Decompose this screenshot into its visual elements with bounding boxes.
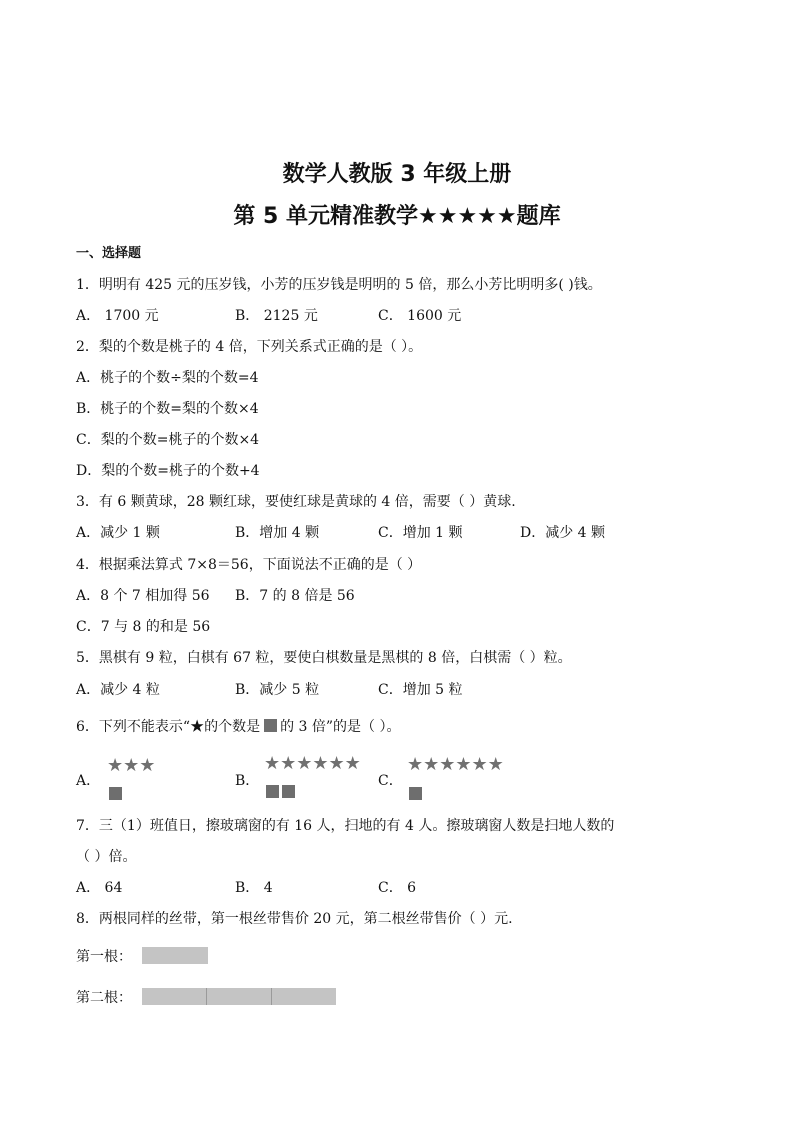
question-4-option-b: B．7 的 8 倍是 56 <box>235 588 355 604</box>
question-6-stem <box>76 717 401 737</box>
document-subtitle: 第 5 单元精准教学★★★★★题库 <box>233 204 561 229</box>
question-7-stem: 7．三（1）班值日，擦玻璃窗的有 16 人，扫地的有 4 人。擦玻璃窗人数是扫地人数的 <box>76 818 615 834</box>
ribbon-2-bar <box>142 988 336 1005</box>
question-3-option-d: D．减少 4 颗 <box>520 525 606 541</box>
question-2-option-c: C．梨的个数=桃子的个数×4 <box>76 432 260 448</box>
question-2-option-a: A．桃子的个数÷梨的个数=4 <box>76 370 259 386</box>
question-6-option-a-stars: ★★★ <box>107 755 156 776</box>
question-6-stem-post: 的 3 倍”的是（ ）。 <box>280 719 401 735</box>
ribbon-2-label: 第二根： <box>76 990 132 1006</box>
question-6-stem-pre: 6．下列不能表示“★的个数是 <box>76 719 261 735</box>
question-6-option-c-stars: ★★★★★★ <box>407 754 504 775</box>
section-heading: 一、选择题 <box>76 246 142 261</box>
question-3-option-c: C．增加 1 颗 <box>378 525 463 541</box>
question-3-option-a: A．减少 1 颗 <box>76 525 160 541</box>
question-3-option-b: B．增加 4 颗 <box>235 525 320 541</box>
question-2-option-d: D．梨的个数=桃子的个数+4 <box>76 463 260 479</box>
ribbon-1-bar <box>142 947 208 964</box>
question-1-stem: 1．明明有 425 元的压岁钱，小芳的压岁钱是明明的 5 倍，那么小芳比明明多( )钱。 <box>76 277 602 293</box>
question-4-option-a: A．8 个 7 相加得 56 <box>76 588 210 604</box>
question-6-option-c-label: C． <box>378 773 403 789</box>
question-6-option-b-stars: ★★★★★★ <box>264 753 361 774</box>
question-2-stem: 2．梨的个数是桃子的 4 倍，下列关系式正确的是（ ）。 <box>76 339 423 355</box>
question-7-option-c: C． 6 <box>378 880 417 896</box>
square-icon <box>266 785 279 798</box>
ribbon-2-divider <box>271 988 272 1005</box>
question-4-option-c: C．7 与 8 的和是 56 <box>76 619 211 635</box>
question-3-stem: 3．有 6 颗黄球，28 颗红球，要使红球是黄球的 4 倍，需要（ ）黄球. <box>76 494 516 510</box>
question-1-option-c: C． 1600 元 <box>378 308 462 324</box>
question-5-stem: 5．黑棋有 9 粒，白棋有 67 粒，要使白棋数量是黑棋的 8 倍，白棋需（ ）粒。 <box>76 650 572 666</box>
question-7-option-b: B． 4 <box>235 880 273 896</box>
question-7-option-a: A． 64 <box>76 880 123 896</box>
ribbon-2-divider <box>206 988 207 1005</box>
question-6-option-a-label: A． <box>76 773 101 789</box>
square-icon <box>264 719 277 732</box>
question-1-option-b: B． 2125 元 <box>235 308 318 324</box>
question-4-stem: 4．根据乘法算式 7×8＝56，下面说法不正确的是（ ） <box>76 557 422 573</box>
question-7-stem-cont: （ ）倍。 <box>76 849 137 865</box>
ribbon-1-label: 第一根： <box>76 949 132 965</box>
question-5-option-c: C．增加 5 粒 <box>378 682 463 698</box>
question-1-option-a: A． 1700 元 <box>76 308 159 324</box>
question-5-option-a: A．减少 4 粒 <box>76 682 160 698</box>
question-2-option-b: B．桃子的个数=梨的个数×4 <box>76 401 259 417</box>
question-6-option-b-label: B． <box>235 773 260 789</box>
square-icon <box>409 787 422 800</box>
question-8-stem: 8．两根同样的丝带，第一根丝带售价 20 元，第二根丝带售价（ ）元. <box>76 911 513 927</box>
square-icon <box>109 787 122 800</box>
question-5-option-b: B．减少 5 粒 <box>235 682 320 698</box>
document-title: 数学人教版 3 年级上册 <box>282 162 512 187</box>
square-icon <box>282 785 295 798</box>
